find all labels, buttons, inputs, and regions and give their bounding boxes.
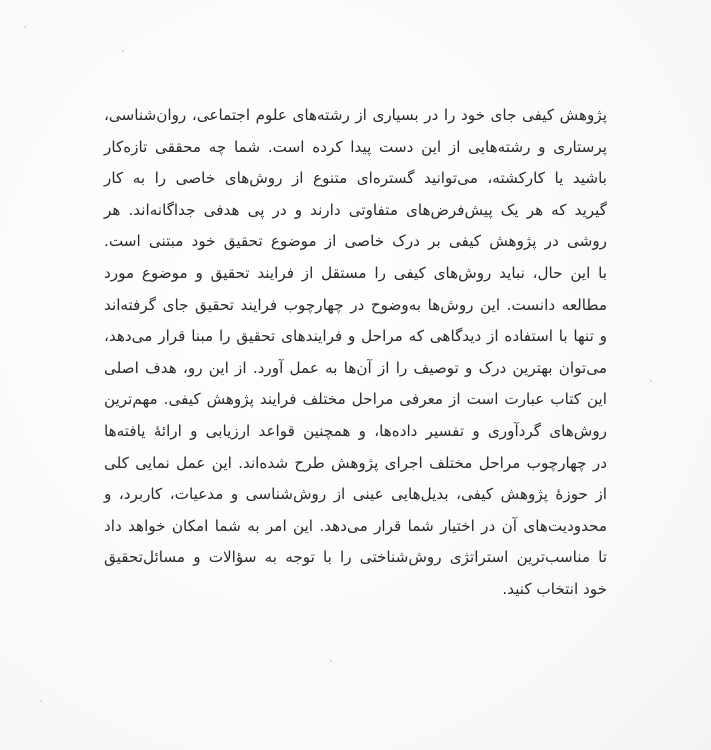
text-line: این کتاب عبارت است از معرفی مراحل مختلف فرایند پژوهش کیفی. مهم‌ترین <box>104 390 607 409</box>
text-line: در چهارچوب مراحل مختلف اجرای پژوهش طرح شده‌اند. این عمل نمایی کلی <box>104 453 607 472</box>
scan-dust-speck <box>40 700 42 702</box>
scan-dust-speck <box>650 380 652 382</box>
text-line: مطالعه دانست. این روش‌ها به‌وضوح در چهارچوب فرایند تحقیق جای گرفته‌اند <box>104 295 607 314</box>
text-line: روش‌های گردآوری و تفسیر داده‌ها، و همچنین قواعد ارزیابی و ارائهٔ یافته‌ها <box>104 421 607 440</box>
body-text <box>104 100 607 606</box>
text-line: با این حال، نباید روش‌های کیفی را مستقل از فرایند تحقیق و موضوع مورد <box>104 263 607 282</box>
scan-dust-speck <box>24 26 26 28</box>
text-line: می‌توان بهترین درک و توصیف را از آن‌ها به عمل آورد. از این رو، هدف اصلی <box>104 358 607 377</box>
text-line: و تنها با استفاده از دیدگاهی که مراحل و فرایندهای تحقیق را مبنا قرار می‌دهد، <box>104 327 607 346</box>
text-line: باشید یا کارکشته، می‌توانید گستره‌ای متنوع از روش‌های خاصی را به کار <box>104 169 607 188</box>
text-line: تا مناسب‌ترین استراتژی روش‌شناختی را با توجه به سؤالات و مسائل‌تحقیق <box>104 548 607 567</box>
text-line: از حوزهٔ پژوهش کیفی، بدیل‌هایی عینی از روش‌شناسی و مدعیات، کاربرد، و <box>104 485 607 504</box>
text-line-final: خود انتخاب کنید. <box>502 579 607 598</box>
text-line: محدودیت‌های آن در اختیار شما قرار می‌دهد. این امر به شما امکان خواهد داد <box>104 516 607 535</box>
text-line: گیرید که هر یک پیش‌فرض‌های متفاوتی دارند و در پی هدفی جداگانه‌اند. هر <box>104 200 607 219</box>
text-line: پرستاری و رشته‌هایی از این دست پیدا کرده است. شما چه محققی تازه‌کار <box>104 137 607 156</box>
text-line: روشی در پژوهش کیفی بر درک خاصی از موضوع تحقیق خود مبتنی است. <box>104 232 607 251</box>
text-line: پژوهش کیفی جای خود را در بسیاری از رشته‌های علوم اجتماعی، روان‌شناسی، <box>104 106 607 124</box>
scan-dust-speck <box>330 660 332 662</box>
scan-dust-speck <box>122 50 124 52</box>
